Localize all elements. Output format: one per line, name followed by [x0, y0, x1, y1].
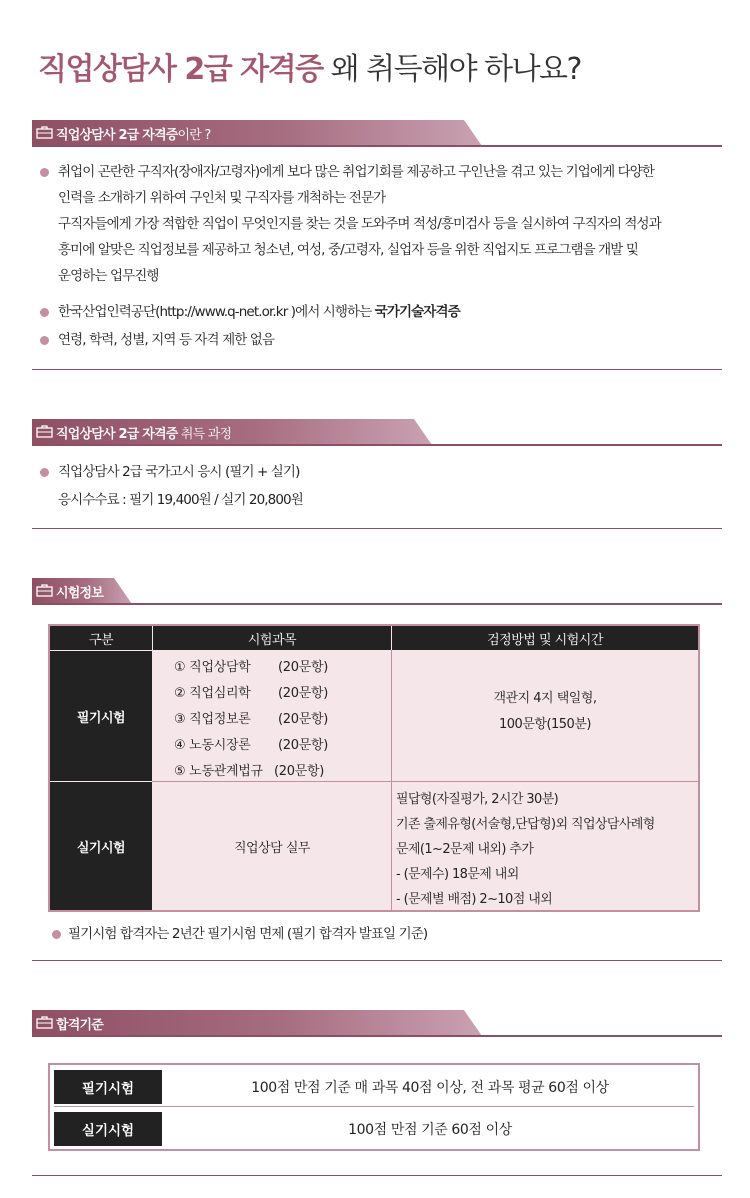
pass-row-value: 100점 만점 기준 매 과목 40점 이상, 전 과목 평균 60점 이상 [251, 1080, 609, 1096]
section-header-label: 합격기준 [56, 1018, 104, 1033]
about-line-7: 연령, 학력, 성별, 지역 등 자격 제한 없음 [58, 332, 275, 348]
row-label-practical: 실기시험 [50, 782, 152, 910]
written-method-line: 100문항(150분) [499, 716, 591, 732]
subject-item: ② 직업심리학 (20문항) [174, 686, 329, 701]
pass-row-label: 필기시험 [54, 1070, 162, 1104]
section-header-line [32, 444, 722, 446]
about-line-1: 취업이 곤란한 구직자(장애자/고령자)에게 보다 많은 취업기회를 제공하고 구인난을 겪고 있는 기업에게 다양한 [58, 164, 655, 180]
about-line-5: 운영하는 업무진행 [58, 268, 159, 284]
section-header-line [32, 603, 722, 605]
written-method-line: 객관지 4지 택일형, [493, 690, 597, 706]
bullet-dot [40, 336, 49, 345]
page-title-accent: 직업상담사 2급 자격증 [38, 52, 323, 87]
page-title [38, 44, 581, 88]
about-line-4: 흥미에 알맞은 직업정보를 제공하고 청소년, 여성, 중/고령자, 실업자 등을 위한 직업지도 프로그램을 개발 및 [58, 242, 638, 258]
section-header-exam-info [32, 578, 722, 604]
table-grid-line [54, 1106, 694, 1107]
subject-item: ③ 직업정보론 (20문항) [174, 712, 329, 727]
table-header-cell: 검정방법 및 시험시간 [392, 626, 698, 650]
page-title-rest: 왜 취득해야 하나요? [322, 52, 581, 87]
pass-row-value: 100점 만점 기준 60점 이상 [348, 1122, 512, 1138]
practical-method-line: - (문제수) 18문제 내외 [396, 867, 519, 882]
section-header-about [32, 120, 722, 146]
subject-item: ⑤ 노동관계법규 (20문항) [174, 764, 325, 779]
section-divider [32, 528, 722, 529]
about-line-2: 인력을 소개하기 위하여 구인처 및 구직자를 개척하는 전문가 [58, 190, 386, 206]
about-line-3: 구직자들에게 가장 적합한 직업이 무엇인지를 찾는 것을 도와주며 적성/흥미검사 등을 실시하여 구직자의 적성과 [58, 216, 661, 232]
process-line-1: 직업상담사 2급 국가고시 응시 (필기 + 실기) [58, 464, 300, 480]
row-label-written: 필기시험 [50, 651, 152, 781]
pass-row [50, 1112, 698, 1146]
section-header-label: 시험정보 [56, 586, 104, 601]
briefcase-icon [36, 1016, 53, 1029]
briefcase-icon [36, 425, 53, 438]
section-header-label: 직업상담사 2급 자격증이란 ? [56, 128, 211, 143]
bullet-dot [40, 468, 49, 477]
briefcase-icon [36, 126, 53, 139]
section-divider [32, 960, 722, 961]
subject-item: ④ 노동시장론 (20문항) [174, 738, 329, 753]
briefcase-icon [36, 584, 53, 597]
process-fee: 응시수수료 : 필기 19,400원 / 실기 20,800원 [58, 492, 303, 508]
bullet-dot [40, 168, 49, 177]
bullet-dot [40, 308, 49, 317]
section-header-pass-criteria [32, 1010, 722, 1036]
section-header-process [32, 419, 722, 445]
about-line-6: 한국산업인력공단(http://www.q-net.or.kr )에서 시행하는 국가기술자격증 [58, 304, 460, 320]
subject-item: ① 직업상담학 (20문항) [174, 660, 329, 675]
practical-method-line: 문제(1~2문제 내외) 추가 [396, 842, 534, 857]
exam-note: 필기시험 합격자는 2년간 필기시험 면제 (필기 합격자 발표일 기준) [68, 926, 428, 942]
bullet-dot [52, 930, 61, 939]
pass-row-label: 실기시험 [54, 1112, 162, 1146]
section-header-label: 직업상담사 2급 자격증 취득 과정 [56, 427, 232, 442]
section-header-line [32, 1035, 722, 1037]
pass-criteria-table [48, 1063, 700, 1151]
practical-method-line: 필답형(자질평가, 2시간 30분) [396, 792, 559, 807]
practical-subject: 직업상담 실무 [234, 840, 310, 856]
practical-method-line: - (문제별 배점) 2~10점 내외 [396, 892, 553, 907]
table-header-cell: 구분 [50, 626, 152, 650]
section-header-line [32, 145, 722, 147]
table-header-cell: 시험과목 [153, 626, 391, 650]
pass-row [50, 1070, 698, 1104]
section-divider [32, 369, 722, 370]
section-divider [32, 1175, 722, 1176]
practical-method-line: 기존 출제유형(서술형,단답형)외 직업상담사례형 [396, 817, 655, 832]
exam-info-table [48, 624, 700, 912]
